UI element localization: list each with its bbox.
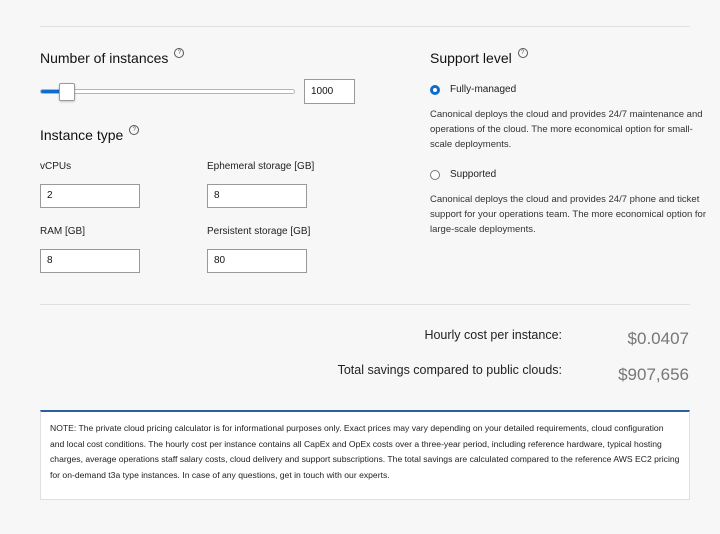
hourly-cost-label: Hourly cost per instance: — [424, 328, 562, 342]
persistent-storage-input[interactable]: 80 — [207, 249, 307, 273]
vcpus-label: vCPUs — [40, 161, 72, 172]
instances-slider-track[interactable] — [40, 89, 295, 94]
persistent-storage-label: Persistent storage [GB] — [207, 226, 311, 237]
instances-slider-handle[interactable] — [59, 83, 75, 101]
help-icon[interactable]: ? — [129, 125, 139, 135]
support-level-heading — [430, 50, 528, 66]
supported-radio[interactable] — [430, 170, 440, 180]
fully-managed-radio[interactable] — [430, 85, 440, 95]
fully-managed-description: Canonical deploys the cloud and provides 24/7 maintenance and operations of the cloud. The more economical option for small-scale deployments. — [430, 109, 703, 150]
supported-description: Canonical deploys the cloud and provides 24/7 phone and ticket support for your operations team. The more economical option for large-scale deployments. — [430, 194, 706, 235]
instance-type-heading — [40, 127, 139, 143]
hourly-cost-value: $0.0407 — [627, 329, 689, 348]
instances-heading-text: Number of instances — [40, 50, 169, 66]
ram-input[interactable]: 8 — [40, 249, 140, 273]
vcpus-input[interactable]: 2 — [40, 184, 140, 208]
pricing-note: NOTE: The private cloud pricing calculator is for informational purposes only. Exact prices may vary depending on your detailed requirements, cloud configuration and local cost conditions. The hourly cost per instance contains all CapEx and OpEx costs over a three-year period, including reference hardware, typical hosting charges, average operations staff salary costs, cloud delivery and support subscriptions. The total savings are calculated compared to the reference AWS EC2 pricing for on-demand t3a type instances. In case of any questions, get in touch with our experts. — [40, 410, 690, 500]
total-savings-value: $907,656 — [618, 365, 689, 384]
ephemeral-storage-input[interactable]: 8 — [207, 184, 307, 208]
instances-input[interactable]: 1000 — [304, 79, 355, 104]
instance-type-heading-text: Instance type — [40, 127, 124, 143]
support-level-heading-text: Support level — [430, 50, 512, 66]
instances-heading — [40, 50, 184, 66]
ephemeral-storage-label: Ephemeral storage [GB] — [207, 161, 315, 172]
ram-label: RAM [GB] — [40, 226, 86, 237]
fully-managed-label[interactable]: Fully-managed — [450, 84, 517, 95]
mid-divider — [40, 304, 690, 305]
help-icon[interactable]: ? — [518, 48, 528, 58]
total-savings-label: Total savings compared to public clouds: — [337, 363, 562, 377]
top-divider — [40, 26, 690, 27]
help-icon[interactable]: ? — [174, 48, 184, 58]
supported-label[interactable]: Supported — [450, 169, 497, 180]
